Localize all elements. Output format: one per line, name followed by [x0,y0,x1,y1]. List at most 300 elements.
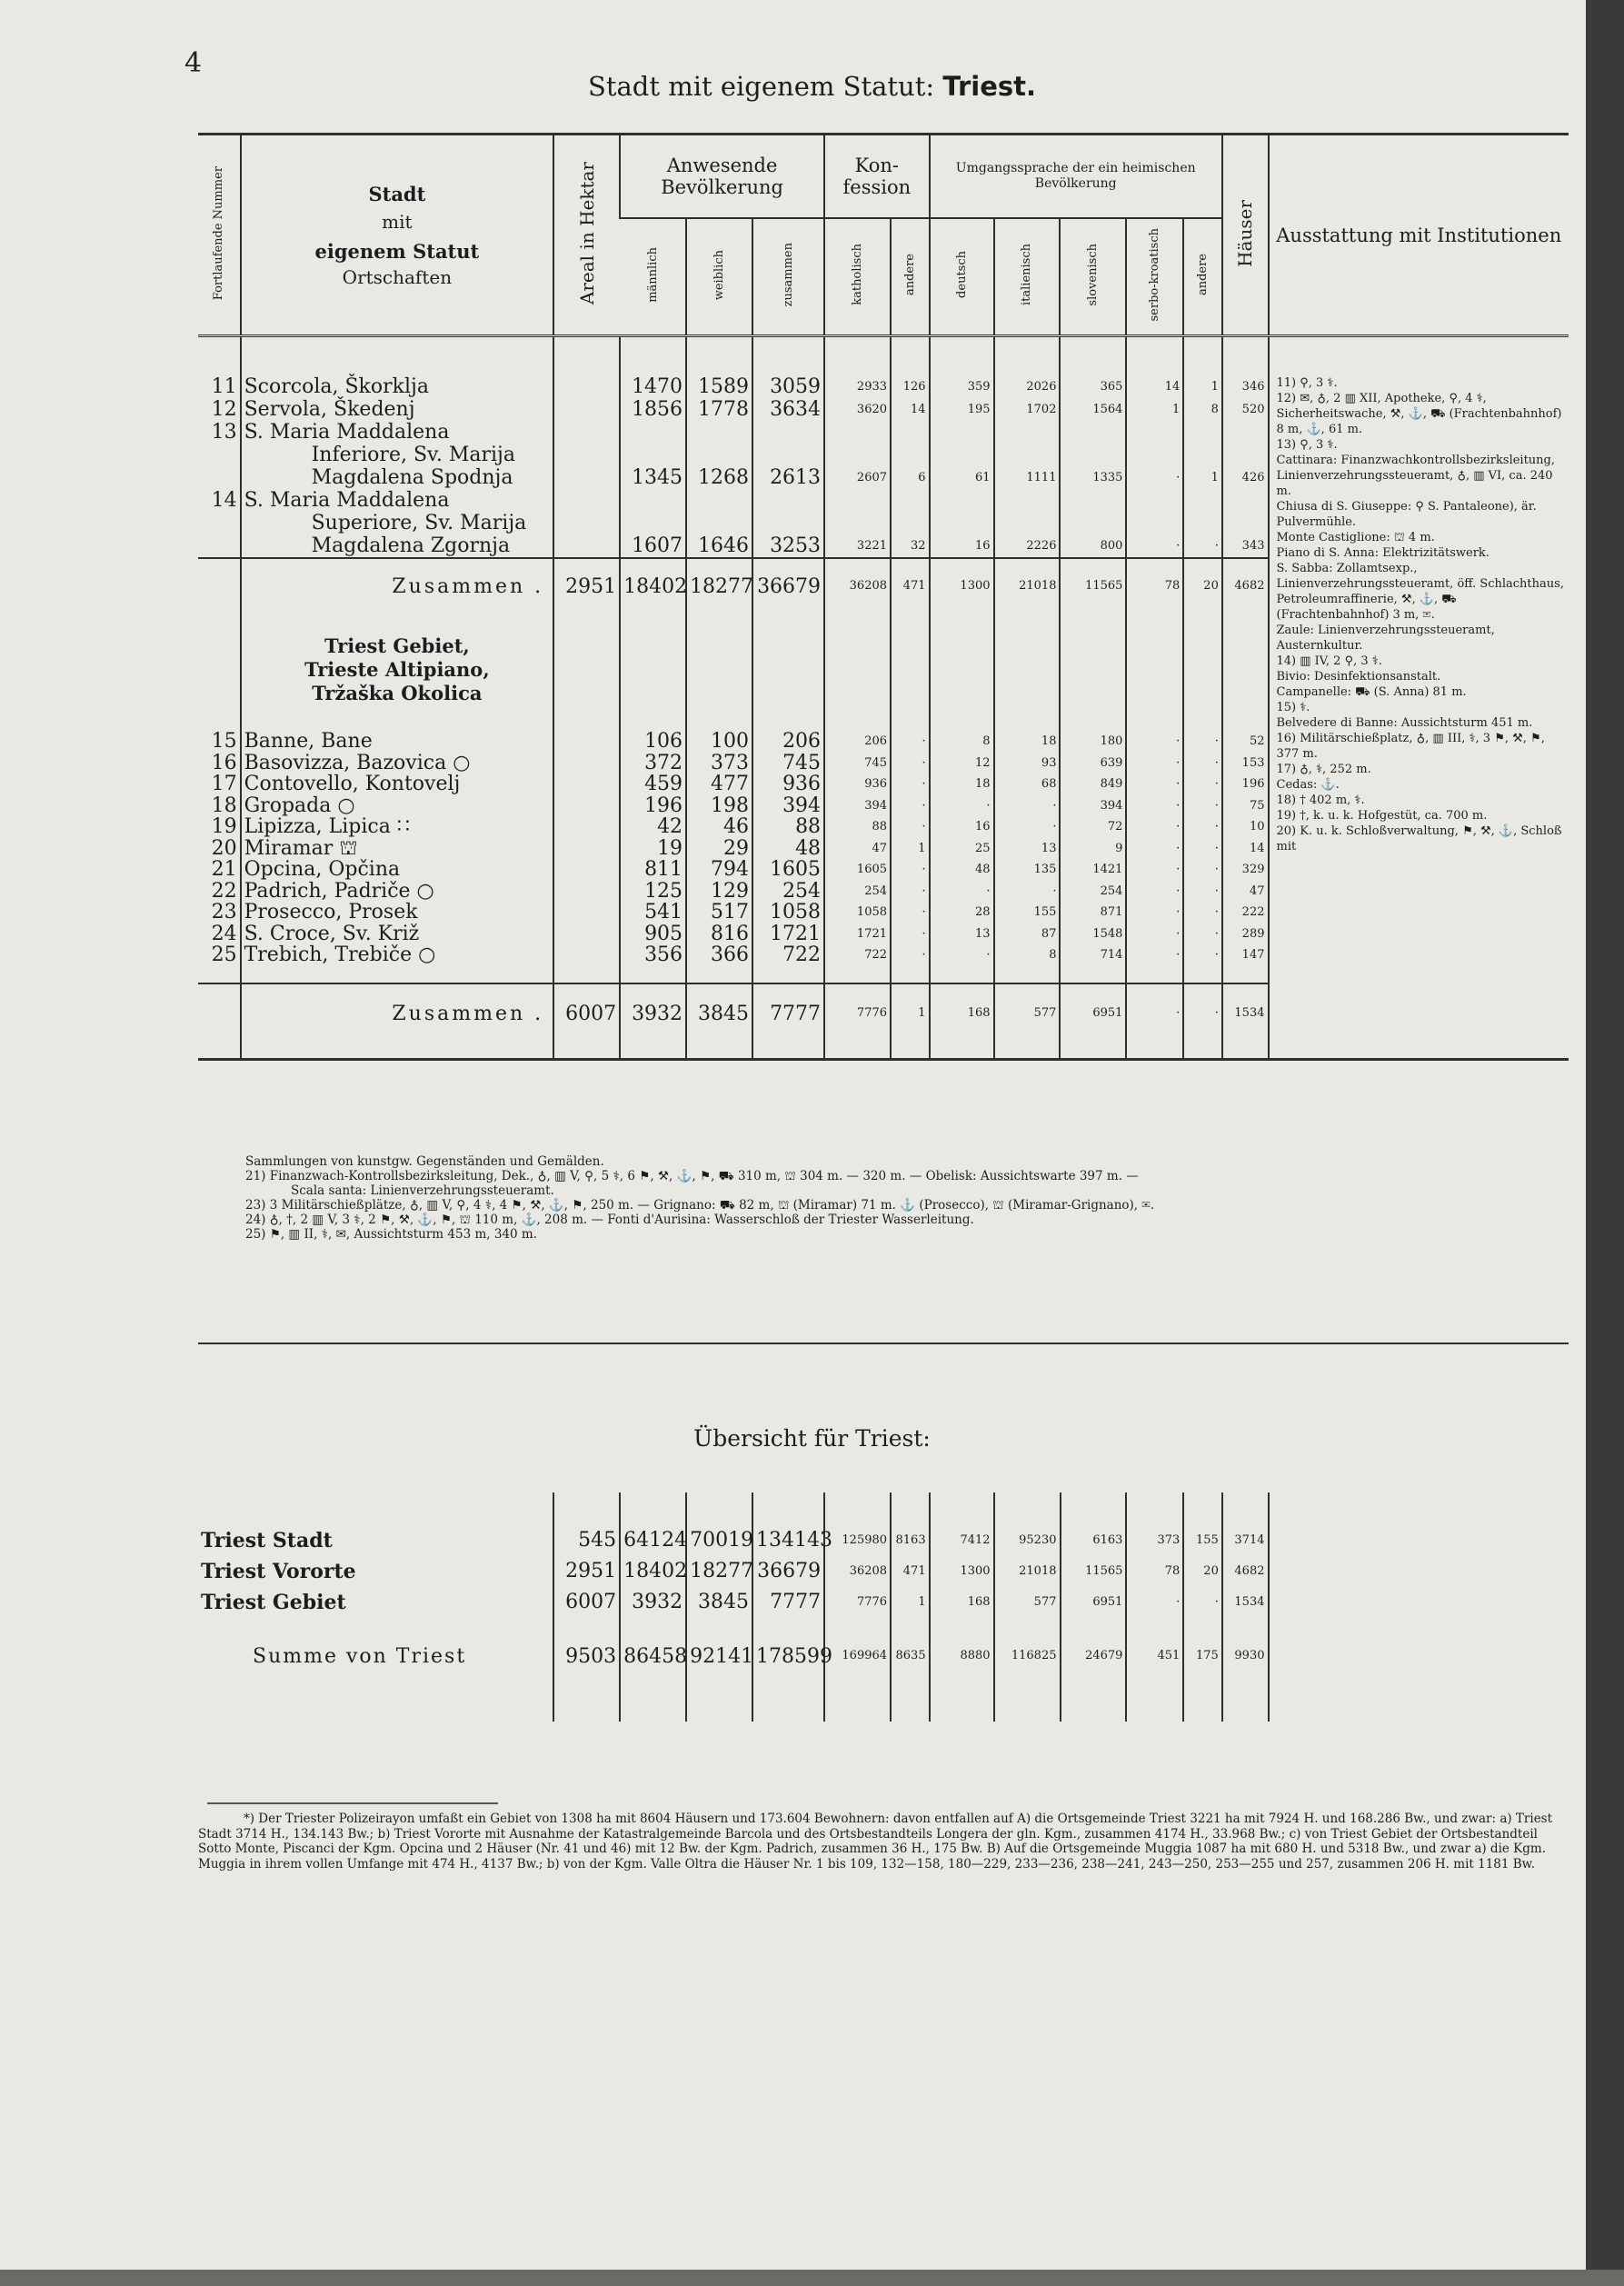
table-cell: 9 [1115,841,1123,855]
table-cell: 48 [974,863,991,876]
table-cell: 48 [795,836,822,860]
table-cell: 356 [644,943,683,966]
table-cell: 28 [974,905,991,919]
table-cell: · [922,926,926,941]
table-cell: 153 [1241,755,1265,770]
header-andere: andere [891,218,930,336]
table-cell: · [1214,1595,1219,1609]
uebersicht-summe-value: 92141 [686,1627,752,1722]
table-cell: 36208 [849,1564,888,1578]
table-cell: 3932 [632,1591,683,1613]
table-cell: 12 [974,755,991,770]
table-cell: · [986,798,991,813]
note-line: 25) ⚑, ▥ II, ⚕, ✉, Aussichtsturm 453 m, 340 m. [245,1227,537,1242]
group-a-sum-value: 471 [891,558,930,614]
uebersicht-col-andere2 [1183,1492,1222,1627]
page-title-name: Triest. [942,71,1037,102]
table-cell: 14 [1164,380,1181,394]
table-cell: 7412 [960,1533,991,1547]
group-b-names: Triest Gebiet, Trieste Altipiano, Tržaška Okolica Banne, Bane Basovizza, Bazovica ○ Contovello, Kontovelj Gropada ○ Lipizza, Lipica ∷ Miramar ⛫ Opcina, Opčina Padrich, Padriče ○ Prosecco, Prosek S. Croce, Sv. Križ Trebich, Trebiče ○ [241,614,554,983]
table-cell: 1564 [1092,403,1123,416]
table-cell: · [1214,820,1219,834]
table-cell: 905 [644,922,683,945]
table-cell: 2613 [770,466,822,489]
table-cell: 811 [644,858,683,881]
table-cell: 14 [1249,841,1265,855]
group-a-col-katholisch [824,336,891,559]
table-cell: 1605 [856,863,888,876]
note-line: Scala santa: Linienverzehrungssteueramt. [291,1183,554,1198]
table-cell: 394 [1100,798,1123,813]
group-a-col-deutsch [930,336,994,559]
table-cell: 794 [711,858,750,881]
table-cell: 88 [872,820,888,834]
table-cell: 61 [974,471,991,484]
footnote: *) Der Triester Polizeirayon umfaßt ein Gebiet von 1308 ha mit 8604 Häusern und 173.604 Bewohnern: davon entfallen auf A) die Ortsgemeinde Triest 3221 ha mit 7924 H. und 168.286 Bw., und zwar: a) Triest Stadt 3714 H., 134.143 Bw.; b) Triest Vororte mit Ausnahme der Katastralgemeinde Barcola und des Ortsbestandteils Longera der gln. Kgm., zusammen 4174 H., 33.968 Bw.; c) von Triest Gebiet der Ortsbestandteil Sotto Monte, Piscanci der Kgm. Opcina und 2 Häuser (Nr. 41 und 46) mit 12 Bw. der Kgm. Padrich, zusammen 36 H., 175 Bw. B) Auf die Ortsgemeinde Muggia 1087 ha mit 680 H. und 5318 Bw., und zwar a) die Kgm. Muggia in ihrem vollen Umfange mit 474 H., 4137 Bw.; b) von der Kgm. Valle Oltra die Häuser Nr. 1 bis 109, 132—158, 180—229, 233—236, 238—241, 243—250, 253—255 und 257, zusammen 206 H. mit 1181 Bw. [198,1812,1553,1872]
table-cell: 206 [864,734,888,748]
table-cell: 196 [644,794,683,817]
table-cell: 8 [982,734,991,748]
table-cell: 3620 [856,403,888,416]
table-cell: 394 [782,794,822,817]
table-cell: 6 [918,471,926,484]
table-cell: · [1052,820,1057,834]
section-divider [198,1343,1569,1344]
uebersicht-summe-value: 8635 [891,1627,930,1722]
table-cell: 459 [644,773,683,795]
table-cell: 18277 [690,1560,754,1582]
table-cell: · [1052,883,1057,898]
group-b-nr: 15 16 17 18 19 20 21 22 23 24 25 [211,730,237,966]
uebersicht-col-haeuser [1222,1492,1269,1627]
table-cell: 8163 [895,1533,926,1547]
table-cell: 471 [902,1564,926,1578]
table-cell: 195 [967,403,991,416]
table-cell: 2226 [1026,539,1057,553]
table-cell: 545 [578,1529,617,1552]
group-b-sum-value: · [1126,983,1183,1060]
group-b-areal [553,614,620,983]
table-cell: · [922,777,926,791]
group-b-sum-value: 3845 [686,983,752,1060]
table-cell: 254 [1100,883,1123,898]
table-cell: 373 [711,751,750,774]
notes-block [245,1154,1554,1242]
group-a-sum-value: 1300 [930,558,994,614]
page-number: 4 [184,47,203,79]
table-cell: 1856 [632,398,683,421]
note-line: Sammlungen von kunstgw. Gegenständen und Gemälden. [245,1154,604,1169]
table-cell: 1470 [632,375,683,398]
group-a-sum-value: 18402 [620,558,686,614]
group-b-col-andere [891,614,930,983]
header-areal: Areal in Hektar [553,135,620,336]
table-cell: 1421 [1092,863,1123,876]
group-a-areal [553,336,620,559]
table-cell: 1335 [1092,471,1123,484]
group-a-nr: 11 12 13 14 [198,336,241,559]
table-cell: 3634 [770,398,822,421]
group-a-col-italienisch [994,336,1061,559]
table-cell: 800 [1100,539,1123,553]
table-cell: 87 [1041,926,1057,941]
table-cell: · [1214,841,1219,855]
table-cell: 936 [782,773,822,795]
header-anwesende: Anwesende Bevölkerung [620,135,824,218]
table-cell: 18 [974,777,991,791]
uebersicht-col-deutsch [930,1492,994,1627]
table-cell: 254 [864,883,888,898]
group-b-col-andere2 [1183,614,1222,983]
table-cell: 7776 [856,1595,888,1609]
table-cell: 18 [1041,734,1057,748]
group-a-col-weiblich [686,336,752,559]
table-cell: 745 [782,751,822,774]
header-konfession: Kon-fession [824,135,930,218]
header-ausstattung: Ausstattung mit Institutionen [1269,135,1569,336]
table-cell: 373 [1157,1533,1181,1547]
table-cell: 168 [967,1595,991,1609]
uebersicht-col-zusammen [752,1492,833,1627]
table-cell: 1534 [1234,1595,1265,1609]
group-a-col-serbo [1126,336,1183,559]
uebersicht-summe-label: Summe von Triest [253,1645,467,1668]
table-cell: 3714 [1234,1533,1265,1547]
table-cell: 135 [1033,863,1057,876]
footnote-rule [207,1802,498,1804]
table-cell: · [1176,1595,1181,1609]
table-cell: 6007 [565,1591,617,1613]
table-cell: 254 [782,879,822,903]
table-cell: 6163 [1092,1533,1123,1547]
table-cell: · [1214,905,1219,919]
table-cell: · [1214,883,1219,898]
group-a-col-andere2 [1183,336,1222,559]
group-a-sum-value: 21018 [994,558,1061,614]
group-b-col-zusammen [752,614,824,983]
table-cell: · [1176,841,1181,855]
table-cell: 359 [967,380,991,394]
group-a-sum-value: 20 [1183,558,1222,614]
table-cell: 1721 [770,922,822,945]
table-cell: 745 [864,755,888,770]
table-cell: 1605 [770,858,822,881]
uebersicht-col-andere [891,1492,930,1627]
table-cell: 8 [1211,403,1219,416]
group-b-col-slovenisch [1060,614,1126,983]
uebersicht-empty [1269,1627,1569,1722]
table-cell: 180 [1100,734,1123,748]
table-cell: · [1176,755,1181,770]
table-cell: 36679 [757,1560,822,1582]
table-cell: · [1214,863,1219,876]
page-title-prefix: Stadt mit eigenem Statut: [587,71,935,102]
note-line: 24) ♁, †, 2 ▥ V, 3 ⚕, 2 ⚑, ⚒, ⚓, ⚑, ⛫ 110 m, ⚓, 208 m. — Fonti d'Aurisina: Wasserschloß der Triester Wasserleitung. [245,1213,974,1227]
note-line: 23) 3 Militärschießplätze, ♁, ▥ V, ⚲, 4 ⚕, 4 ⚑, ⚒, ⚓, ⚑, 250 m. — Grignano: ⛟ 82 m, ⛫ (Miramar) 71 m. ⚓ (Prosecco), ⛫ (Miramar-Grignano), ✉. [245,1198,1155,1213]
uebersicht-summe-value: 178599 [752,1627,824,1722]
table-cell: 18402 [623,1560,688,1582]
table-cell: · [1214,734,1219,748]
table-cell: 7777 [770,1591,822,1613]
page-title [0,71,1624,102]
uebersicht-col-slovenisch [1061,1492,1127,1627]
table-cell: 21018 [1019,1564,1057,1578]
header-weiblich: weiblich [686,218,752,336]
table-cell: 1 [918,1595,926,1609]
table-cell: 42 [657,815,683,838]
table-cell: 70019 [690,1529,754,1552]
table-cell: · [986,948,991,962]
table-cell: 1 [1211,471,1219,484]
table-cell: 849 [1100,777,1123,791]
ausstattung-column: 11) ⚲, 3 ⚕. 12) ✉, ♁, 2 ▥ XII, Apotheke, ⚲, 4 ⚕, Sicherheitswache, ⚒, ⚓, ⛟ (Frachtenbahnhof) 8 m, ⚓, 61 m. 13) ⚲, 3 ⚕. Cattinara: Finanzwachkontrollsbezirksleitung, Linienverzehrungssteueramt, ♁, ▥ VI, ca. 240 m. Chiusa di S. Giuseppe: ⚲ S. Pantaleone), är. Pulvermühle. Monte Castiglione: ⛫ 4 m. Piano di S. Anna: Elektrizitätswerk. S. Sabba: Zollamtsexp., Linienverzehrungssteueramt, öff. Schlachthaus, Petroleumraffinerie, ⚒, ⚓, ⛟ (Frachtenbahnhof) 3 m, ✉. Zaule: Linienverzehrungssteueramt, Austernkultur. 14) ▥ IV, 2 ⚲, 3 ⚕. Bivio: Desinfektionsanstalt. Campanelle: ⛟ (S. Anna) 81 m. 15) ⚕. Belvedere di Banne: Aussichtsturm 451 m. 16) Militärschießplatz, ♁, ▥ III, ⚕, 3 ⚑, ⚒, ⚑, 377 m. 17) ♁, ⚕, 252 m. Cedas: ⚓. 18) † 402 m, ⚕. 19) †, k. u. k. Hofgestüt, ca. 700 m. 20) K. u. k. Schloßverwaltung, ⚑, ⚒, ⚓, Schloß mit [1269,336,1569,1060]
table-cell: 394 [864,798,888,813]
table-cell: · [1176,948,1181,962]
group-b-sum-value: · [1183,983,1222,1060]
group-b-sum-nr [198,983,241,1060]
group-a-sum-value: 11565 [1060,558,1126,614]
uebersicht-summe-value: 9930 [1222,1627,1269,1722]
uebersicht-col-serbo [1126,1492,1183,1627]
group-a-col-slovenisch [1060,336,1126,559]
table-cell: 125980 [842,1533,888,1547]
group-a-col-maennlich [620,336,686,559]
uebersicht-summe-value: 86458 [620,1627,686,1722]
group-b-sum-value: 168 [930,983,994,1060]
table-cell: 871 [1100,905,1123,919]
table-cell: 2026 [1026,380,1057,394]
header-umgangssprache: Umgangssprache der ein heimischen Bevölkerung [930,135,1222,218]
table-cell: 520 [1241,403,1265,416]
table-cell: 1 [1171,403,1181,416]
group-a-block [198,336,1569,559]
table-cell: · [1176,777,1181,791]
table-cell: 372 [644,751,683,774]
uebersicht-title: Übersicht für Triest: [693,1425,931,1452]
uebersicht-empty [1269,1492,1569,1627]
group-b-sum-value: 3932 [620,983,686,1060]
table-cell: 46 [723,815,750,838]
table-cell: 477 [711,773,750,795]
table-cell: 78 [1164,1564,1181,1578]
table-cell: 1111 [1026,471,1057,484]
table-cell: · [1176,883,1181,898]
group-b-col-italienisch [994,614,1061,983]
table-cell: 343 [1241,539,1265,553]
table-cell: · [1176,905,1181,919]
main-table [198,133,1569,1061]
table-cell: 147 [1241,948,1265,962]
table-cell: · [1214,777,1219,791]
table-cell: 3059 [770,375,822,398]
table-cell: · [1176,471,1181,484]
table-cell: 2607 [856,471,888,484]
table-cell: 16 [974,539,991,553]
table-cell: 47 [1249,883,1265,898]
table-cell: · [1052,798,1057,813]
group-b-sum-value: 577 [994,983,1061,1060]
header-haeuser: Häuser [1222,135,1269,336]
table-cell: 88 [795,815,822,838]
table-cell: · [922,883,926,898]
uebersicht-col-maennlich [620,1492,686,1627]
table-cell: 1548 [1092,926,1123,941]
table-cell: 541 [644,901,683,923]
header-nr: Fortlaufende Nummer [198,135,241,336]
group-a-sum-value: 4682 [1222,558,1269,614]
group-b-title: Triest Gebiet, Trieste Altipiano, Tržaška Okolica [304,634,490,704]
table-cell: · [1214,948,1219,962]
table-cell: 93 [1041,755,1057,770]
group-a-col-andere [891,336,930,559]
table-cell: 125 [644,879,683,903]
uebersicht-col-areal [553,1492,620,1627]
table-cell: 1607 [632,534,683,557]
table-cell: · [1214,798,1219,813]
group-a-sum-value: 78 [1126,558,1183,614]
group-a-sum-label: Zusammen . [241,558,554,614]
group-b-sum-value: 6951 [1060,983,1126,1060]
table-cell: 1721 [856,926,888,941]
group-a-sum-value: 2951 [553,558,620,614]
table-cell: 155 [1033,905,1057,919]
uebersicht-col-italienisch [994,1492,1061,1627]
table-cell: 1058 [856,905,888,919]
uebersicht-summe-value: 169964 [824,1627,891,1722]
header-italienisch: italienisch [994,218,1061,336]
table-cell: 1345 [632,466,683,489]
table-cell: 134143 [756,1529,833,1552]
table-cell: 14 [911,403,926,416]
table-cell: 32 [911,539,926,553]
header-zusammen: zusammen [752,218,824,336]
table-cell: 426 [1241,471,1265,484]
table-cell: 2933 [856,380,888,394]
group-b-sum-value: 1534 [1222,983,1269,1060]
group-a-sum-value: 36679 [752,558,824,614]
table-cell: 722 [864,948,888,962]
table-cell: 64124 [623,1529,688,1552]
uebersicht-summe-value: 9503 [553,1627,620,1722]
table-cell: 106 [644,730,683,753]
table-cell: · [1176,798,1181,813]
table-cell: · [1176,863,1181,876]
table-cell: 16 [974,820,991,834]
group-b-col-deutsch [930,614,994,983]
group-b-col-haeuser [1222,614,1269,983]
table-cell: · [922,948,926,962]
group-a-sum-nr [198,558,241,614]
table-cell: 722 [782,943,822,966]
scan-bottom-strip [0,2270,1624,2286]
table-cell: · [1214,926,1219,941]
table-cell: 577 [1033,1595,1057,1609]
table-cell: 68 [1041,777,1057,791]
table-cell: 936 [864,777,888,791]
table-cell: 1268 [698,466,750,489]
table-cell: 129 [711,879,750,903]
table-cell: 517 [711,901,750,923]
table-cell: 1058 [770,901,822,923]
table-cell: · [1176,926,1181,941]
table-cell: 95230 [1019,1533,1057,1547]
table-cell: 10 [1249,820,1265,834]
table-cell: 365 [1100,380,1123,394]
uebersicht-summe-value: 175 [1183,1627,1222,1722]
table-cell: 3253 [770,534,822,557]
uebersicht-summe-value: 8880 [930,1627,994,1722]
header-deutsch: deutsch [930,218,994,336]
header-katholisch: katholisch [824,218,891,336]
table-cell: · [922,798,926,813]
table-cell: 29 [723,836,750,860]
uebersicht-summe-row [198,1627,1569,1722]
table-cell: 25 [974,841,991,855]
table-cell: · [922,734,926,748]
table-cell: 329 [1241,863,1265,876]
group-a-sum-value: 18277 [686,558,752,614]
table-cell: 196 [1241,777,1265,791]
table-cell: 13 [974,926,991,941]
table-cell: · [1176,734,1181,748]
table-cell: 72 [1107,820,1123,834]
table-cell: 52 [1249,734,1265,748]
table-cell: 222 [1241,905,1265,919]
group-b-sum-value: 7776 [824,983,891,1060]
table-cell: 100 [711,730,750,753]
header-serbo-kroatisch: serbo-kroatisch [1126,218,1183,336]
table-cell: 1702 [1026,403,1057,416]
table-cell: · [1176,820,1181,834]
table-cell: 1589 [698,375,750,398]
uebersicht-col-katholisch [824,1492,891,1627]
table-cell: 1778 [698,398,750,421]
table-cell: 6951 [1092,1595,1123,1609]
uebersicht-summe-value: 451 [1126,1627,1183,1722]
table-cell: 11565 [1085,1564,1123,1578]
uebersicht-summe-value: 116825 [994,1627,1061,1722]
table-cell: 126 [902,380,926,394]
group-b-col-serbo [1126,614,1183,983]
header-slovenisch: slovenisch [1060,218,1126,336]
table-cell: 289 [1241,926,1265,941]
uebersicht-summe-value: 24679 [1061,1627,1127,1722]
table-cell: · [922,755,926,770]
note-line: 21) Finanzwach-Kontrollsbezirksleitung, Dek., ♁, ▥ V, ⚲, 5 ⚕, 6 ⚑, ⚒, ⚓, ⚑, ⛟ 310 m, ⛫ 304 m. — 320 m. — Obelisk: Aussichtswarte 397 m. — [245,1169,1139,1183]
table-cell: 4682 [1234,1564,1265,1578]
header-stadt: Stadt mit eigenem Statut Ortschaften [241,135,554,336]
group-b-sum-label: Zusammen . [241,983,554,1060]
group-a-col-zusammen [752,336,824,559]
table-cell: 1646 [698,534,750,557]
table-cell: 3845 [698,1591,750,1613]
table-cell: 1 [1211,380,1219,394]
group-a-names: Scorcola, Škorklja Servola, Škedenj S. Maria Maddalena Inferiore, Sv. Marija Magdalena Spodnja S. Maria Maddalena Superiore, Sv. Marija Magdalena Zgornja [241,336,554,559]
group-b-col-katholisch [824,614,891,983]
table-cell: · [922,863,926,876]
group-b-sum-value: 1 [891,983,930,1060]
table-cell: · [1214,755,1219,770]
table-cell: 714 [1100,948,1123,962]
table-cell: · [922,905,926,919]
table-cell: 8 [1049,948,1057,962]
table-cell: · [1214,539,1219,553]
table-cell: · [922,820,926,834]
group-b-col-weiblich [686,614,752,983]
group-b-sum-value: 6007 [553,983,620,1060]
table-cell: 75 [1249,798,1265,813]
table-cell: 155 [1196,1533,1219,1547]
